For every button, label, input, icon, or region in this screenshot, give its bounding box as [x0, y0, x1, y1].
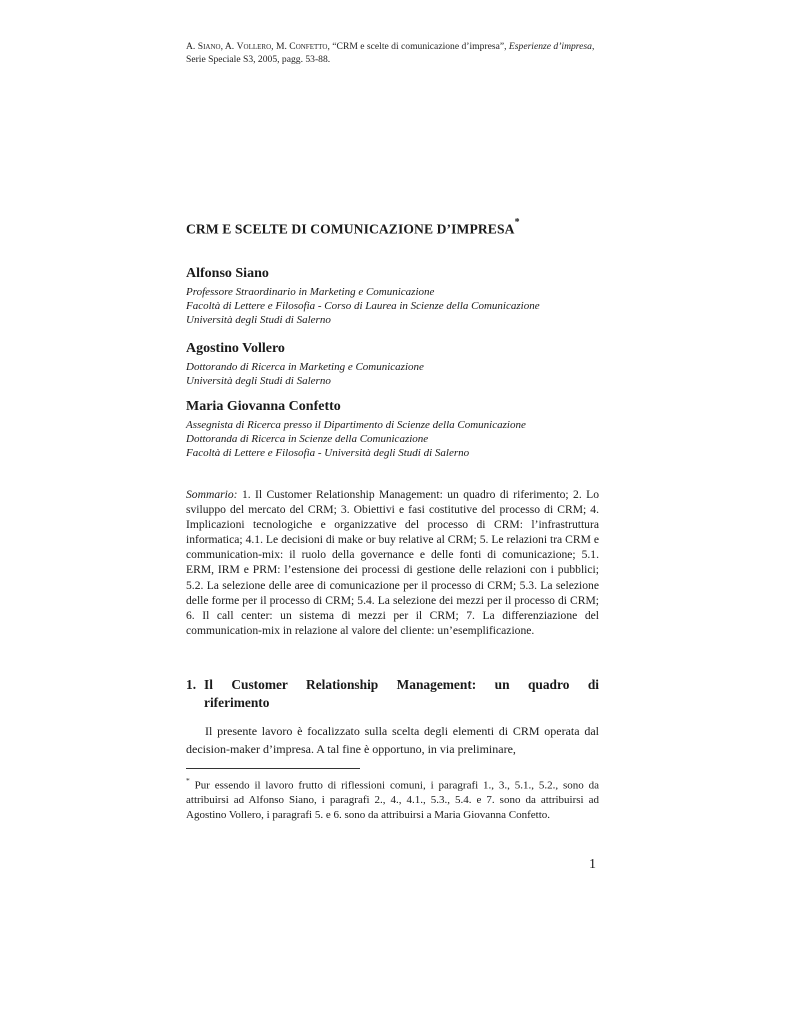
- author-name: Maria Giovanna Confetto: [186, 399, 341, 414]
- title-text: CRM E SCELTE DI COMUNICAZIONE D’IMPRESA: [186, 221, 515, 237]
- header-author-3-surname: Confetto: [289, 41, 328, 52]
- author-affiliation: Facoltà di Lettere e Filosofia - Corso di Laurea in Scienze della Comunicazione: [186, 300, 540, 313]
- section-title-line-1: Il Customer Relationship Management: un quadro di: [204, 677, 599, 692]
- paper-title: [186, 217, 616, 238]
- author-affiliation: Professore Straordinario in Marketing e Comunicazione: [186, 286, 435, 298]
- author-affiliation: Dottorando di Ricerca in Marketing e Comunicazione: [186, 361, 424, 373]
- section-title-line-2: riferimento: [204, 694, 270, 710]
- author-affiliation: Università degli Studi di Salerno: [186, 314, 331, 327]
- section-heading: [186, 676, 599, 711]
- summary-text: 1. Il Customer Relationship Management: un quadro di riferimento; 2. Lo sviluppo del mercato del CRM; 3. Obiettivi e fasi costitutive del processo di CRM; 4. Implicazioni tecnologiche e organizzative del processo di CRM: l’infrastruttura informatica; 4.1. Le decisioni di make or buy relative al CRM; 5. Le relazioni tra CRM e communication-mix: il ruolo della governance e delle fonti di comunicazione; 5.1. ERM, IRM e PRM: l’estensione dei processi di gestione delle relazioni con i pubblici; 5.2. La selezione delle aree di comunicazione per il processo di CRM; 5.3. La selezione delle forme per il processo di CRM; 5.4. La selezione dei mezzi per il processo di CRM; 6. Il call center: un sistema di mezzi per il CRM; 7. La differenziazione del communication-mix in relazione al valore del cliente: un’esemplificazione.: [186, 488, 600, 637]
- header-author-2-surname: Vollero: [236, 41, 272, 52]
- header-author-1-initial: A.: [186, 41, 196, 52]
- author-name: Agostino Vollero: [186, 341, 285, 356]
- author-block-3: [186, 398, 626, 461]
- author-affiliation: Facoltà di Lettere e Filosofia - Università degli Studi di Salerno: [186, 447, 470, 460]
- author-affiliation: Università degli Studi di Salerno: [186, 375, 331, 388]
- header-sep: ,: [327, 41, 330, 52]
- header-journal: Esperienze d’impresa: [508, 41, 592, 52]
- author-affiliation: Dottoranda di Ricerca in Scienze della Comunicazione: [186, 433, 429, 446]
- header-details: , Serie Speciale S3, 2005, pagg. 53-88.: [186, 41, 595, 65]
- footnote: [186, 775, 599, 823]
- section-number: 1.: [186, 677, 197, 692]
- header-article-title: “CRM e scelte di comunicazione d’impresa”,: [332, 41, 507, 52]
- author-affiliation: Assegnista di Ricerca presso il Dipartimento di Scienze della Comunicazione: [186, 419, 526, 431]
- page-number: 1: [589, 857, 596, 872]
- header-author-3-initial: M.: [275, 41, 287, 52]
- footnote-rule: [186, 768, 360, 769]
- footnote-marker: *: [186, 776, 190, 785]
- author-name: Alfonso Siano: [186, 266, 269, 281]
- footnote-text: Pur essendo il lavoro frutto di riflessioni comuni, i paragrafi 1., 3., 5.1., 5.2., sono da attribuirsi ad Alfonso Siano, i paragrafi 2., 4., 4.1., 5.3., 5.4. e 7. sono da attribuirsi ad Agostino Vollero, i paragrafi 5. e 6. sono da attribuirsi a Maria Giovanna Confetto.: [186, 779, 600, 822]
- header-author-1-surname: Siano: [197, 41, 221, 52]
- header-sep: ,: [271, 41, 274, 52]
- body-paragraph: Il presente lavoro è focalizzato sulla scelta degli elementi di CRM operata dal decision-maker d’impresa. A tal fine è opportuno, in via preliminare,: [186, 724, 599, 756]
- summary-label: Sommario:: [186, 488, 238, 501]
- header-author-2-initial: A.: [224, 41, 235, 52]
- summary-paragraph: [186, 487, 599, 638]
- title-footnote-marker[interactable]: *: [514, 217, 520, 228]
- author-block-2: [186, 340, 626, 388]
- citation-header: [186, 40, 606, 66]
- header-sep: ,: [220, 41, 223, 52]
- author-block-1: [186, 265, 626, 328]
